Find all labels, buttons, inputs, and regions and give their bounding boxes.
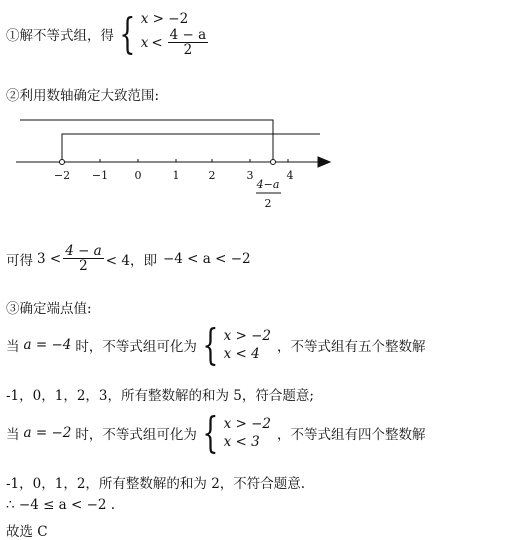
upper-range-line xyxy=(20,120,273,162)
number-line xyxy=(0,110,531,220)
ineq2-var: x xyxy=(140,34,149,51)
case1-cond: a = −4 xyxy=(23,337,72,353)
inequality-system xyxy=(141,10,210,57)
ineq2-fraction xyxy=(168,28,209,57)
case1-suffix: ，不等式组有五个整数解 xyxy=(277,339,426,355)
case1-mid: 时，不等式组可化为 xyxy=(75,339,197,355)
ineq1-rel: > xyxy=(152,11,164,27)
case2-detail: -1，0，1，2，所有整数解的和为 2，不符合题意. xyxy=(6,476,306,492)
step1-prefix: ①解不等式组，得 xyxy=(6,27,114,44)
tick-label: 0 xyxy=(134,169,142,182)
result-line xyxy=(6,244,251,273)
left-brace-icon: { xyxy=(202,320,219,369)
result-fraction xyxy=(63,244,104,273)
open-point-minus2 xyxy=(60,160,65,165)
case2-row1: x > −2 xyxy=(223,416,271,432)
step2-heading: ②利用数轴确定大致范围: xyxy=(6,88,160,104)
lower-range-line xyxy=(62,134,320,162)
case2-cond: a = −2 xyxy=(23,425,72,441)
result-right: < 4，即 xyxy=(105,252,157,269)
step1-line xyxy=(6,10,210,57)
result-den: 2 xyxy=(79,258,88,275)
case1-prefix: 当 xyxy=(6,339,20,355)
result-prefix: 可得 xyxy=(6,252,33,269)
frac-label-num: 4−a xyxy=(256,178,280,191)
tick-label: 2 xyxy=(208,169,216,182)
left-brace-icon: { xyxy=(202,408,219,457)
case2-suffix: ，不等式组有四个整数解 xyxy=(277,427,426,443)
case2-mid: 时，不等式组可化为 xyxy=(75,427,197,443)
case1-row2: x < 4 xyxy=(223,346,260,362)
case1-detail: -1，0，1，2，3，所有整数解的和为 5，符合题意; xyxy=(6,388,314,404)
case2-line xyxy=(6,408,426,457)
step3-heading: ③确定端点值: xyxy=(6,301,92,317)
left-brace-icon: { xyxy=(119,8,136,58)
frac-label-den: 2 xyxy=(264,197,272,210)
tick-label: −2 xyxy=(53,169,71,182)
result-conclusion: −4 < a < −2 xyxy=(162,250,251,267)
case1-line xyxy=(6,320,426,369)
tick-label: −1 xyxy=(91,169,109,182)
case1-row1: x > −2 xyxy=(223,328,271,344)
ineq1-val: −2 xyxy=(168,11,189,27)
result-num: 4 − a xyxy=(65,243,102,259)
tick-label: 1 xyxy=(172,169,180,182)
ineq2-rel: < xyxy=(151,34,163,51)
axis-arrow-icon xyxy=(318,157,330,167)
ineq1-var: x xyxy=(140,11,149,27)
open-point-frac xyxy=(271,160,276,165)
tick-label: 3 xyxy=(246,169,254,182)
ineq2-num: 4 − a xyxy=(169,27,207,43)
ineq2-den: 2 xyxy=(183,42,193,59)
answer-line: 故选 C xyxy=(6,524,48,540)
tick-label: 4 xyxy=(286,169,294,182)
case1-system xyxy=(224,327,271,363)
result-left: 3 < xyxy=(37,250,62,267)
therefore-line: ∴ −4 ≤ a < −2 . xyxy=(6,497,116,513)
case2-system xyxy=(224,415,271,451)
case2-prefix: 当 xyxy=(6,427,20,443)
case2-row2: x < 3 xyxy=(223,434,260,450)
